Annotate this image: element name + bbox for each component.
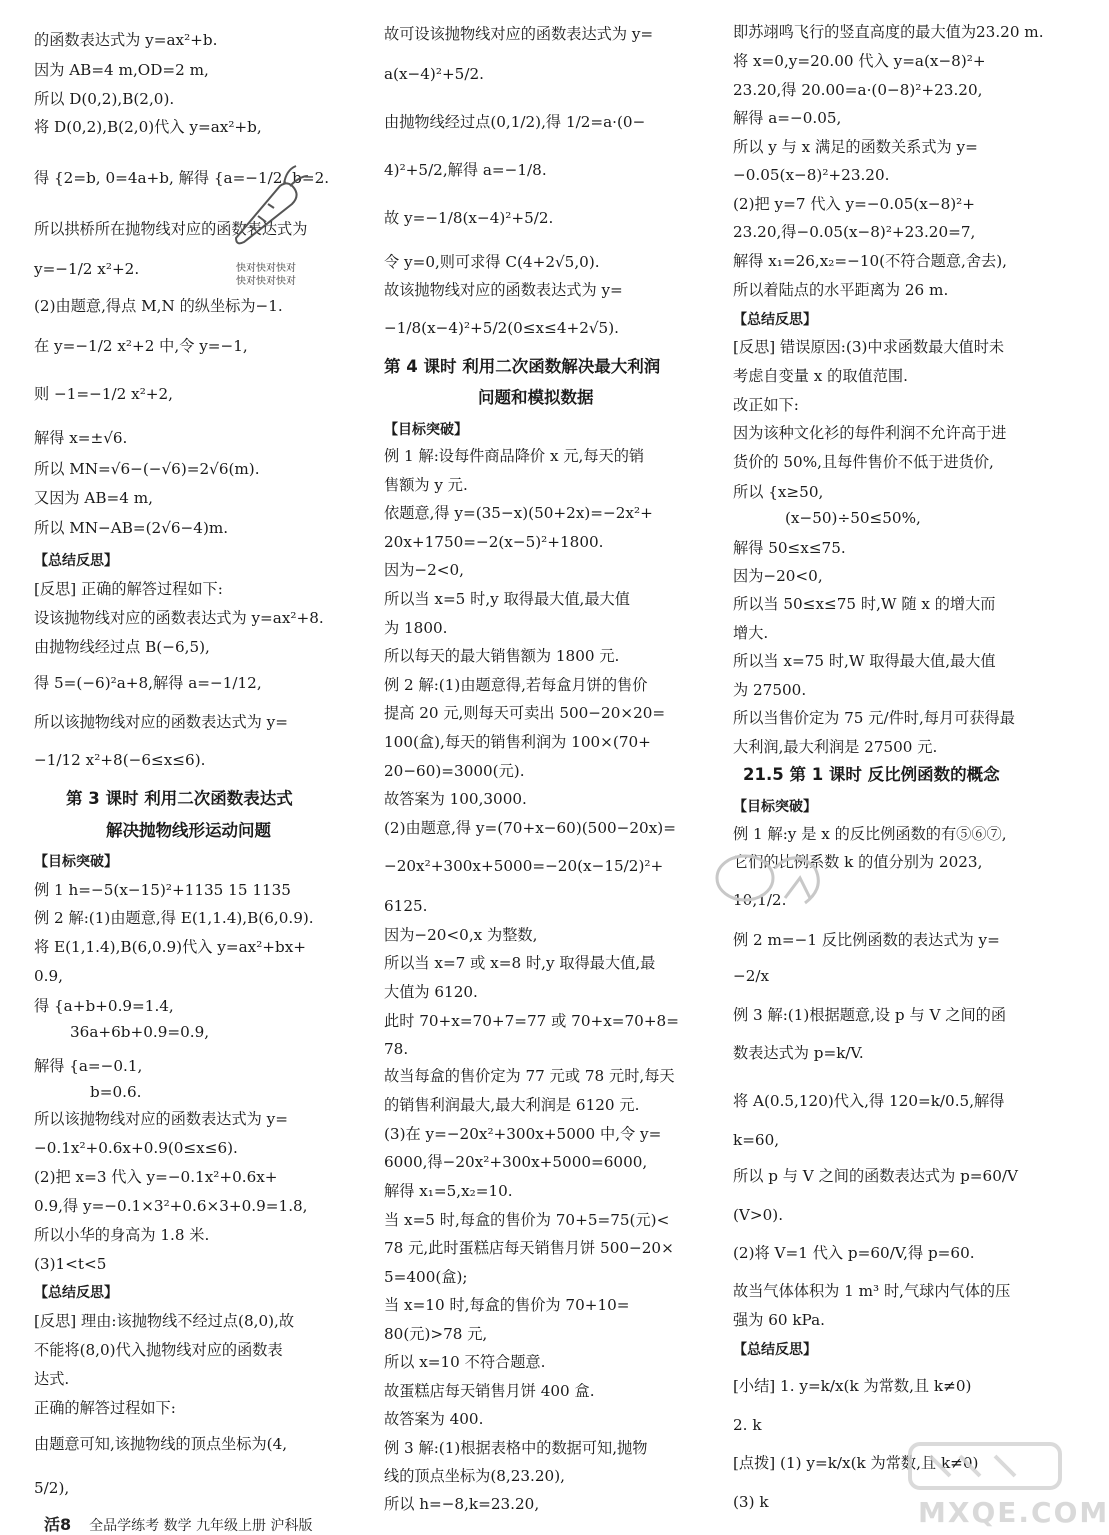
text-line: a(x−4)²+5/2.	[384, 65, 484, 83]
text-line: 所以当 50≤x≤75 时,W 随 x 的增大而	[733, 595, 996, 613]
text-line: (3) k	[733, 1493, 769, 1511]
text-line: (x−50)÷50≤50%,	[785, 509, 921, 527]
text-line: 得 {a+b+0.9=1.4,	[34, 997, 174, 1015]
text-line: 设该抛物线对应的函数表达式为 y=ax²+8.	[34, 609, 324, 627]
text-line: 78.	[384, 1040, 409, 1058]
text-line: 23.20,得 20.00=a·(0−8)²+23.20,	[733, 81, 983, 99]
text-line: 故当每盒的售价定为 77 元或 78 元时,每天	[384, 1067, 675, 1085]
lesson-title: 解决抛物线形运动问题	[106, 821, 271, 840]
text-line: 为 1800.	[384, 619, 448, 637]
text-line: 0.9,得 y=−0.1×3²+0.6×3+0.9=1.8,	[34, 1197, 308, 1215]
text-line: 所以 MN−AB=(2√6−4)m.	[34, 519, 229, 537]
text-line: 达式.	[34, 1370, 70, 1388]
text-line: 所以当 x=5 时,y 取得最大值,最大值	[384, 590, 630, 608]
text-line: 23.20,得−0.05(x−8)²+23.20=7,	[733, 223, 976, 241]
text-line: 的函数表达式为 y=ax²+b.	[34, 31, 218, 49]
text-line: 例 3 解:(1)根据表格中的数据可知,抛物	[384, 1439, 648, 1457]
text-line: 由题意可知,该抛物线的顶点坐标为(4,	[34, 1435, 288, 1453]
text-line: −0.1x²+0.6x+0.9(0≤x≤6).	[34, 1139, 238, 1157]
text-line: 大利润,最大利润是 27500 元.	[733, 738, 938, 756]
text-line: 所以 D(0,2),B(2,0).	[34, 90, 175, 108]
mascot-caption-line: 快对快对快对	[236, 276, 296, 287]
text-line: −1/12 x²+8(−6≤x≤6).	[34, 751, 206, 769]
text-line: 解得 a=−0.05,	[733, 109, 842, 127]
text-line: 将 E(1,1.4),B(6,0.9)代入 y=ax²+bx+	[34, 938, 307, 956]
lesson-title: 第 4 课时 利用二次函数解决最大利润	[384, 357, 661, 376]
text-line: (2)将 V=1 代入 p=60/V,得 p=60.	[733, 1244, 975, 1262]
text-line: 因为−2<0,	[384, 561, 464, 579]
page-number: 活8	[44, 1515, 72, 1534]
text-line: 所以 h=−8,k=23.20,	[384, 1495, 540, 1513]
text-line: 所以 y 与 x 满足的函数关系式为 y=	[733, 138, 978, 156]
text-line: 大值为 6120.	[384, 983, 478, 1001]
text-line: 80(元)>78 元,	[384, 1325, 488, 1343]
text-line: 令 y=0,则可求得 C(4+2√5,0).	[384, 253, 600, 271]
text-line: 解得 x=±√6.	[34, 429, 128, 447]
text-line: 例 2 解:(1)由题意得,若每盒月饼的售价	[384, 676, 648, 694]
text-line: 正确的解答过程如下:	[34, 1399, 176, 1417]
lesson-title: 第 3 课时 利用二次函数表达式	[66, 789, 293, 808]
text-line: 的销售利润最大,最大利润是 6120 元.	[384, 1096, 640, 1114]
text-line: 所以每天的最大销售额为 1800 元.	[384, 647, 620, 665]
text-line: 20x+1750=−2(x−5)²+1800.	[384, 533, 604, 551]
text-line: 又因为 AB=4 m,	[34, 489, 153, 507]
text-line: 解得 {a=−0.1,	[34, 1057, 143, 1075]
text-line: 故可设该抛物线对应的函数表达式为 y=	[384, 25, 654, 43]
text-line: [小结] 1. y=k/x(k 为常数,且 k≠0)	[733, 1377, 972, 1395]
text-line: 解得 x₁=5,x₂=10.	[384, 1182, 513, 1200]
text-line: (V>0).	[733, 1206, 784, 1224]
text-line: 改正如下:	[733, 396, 799, 414]
text-line: b=0.6.	[90, 1083, 142, 1101]
section-heading: 【总结反思】	[34, 553, 118, 569]
carrot-mascot-icon	[222, 160, 312, 250]
text-line: 将 D(0,2),B(2,0)代入 y=ax²+b,	[34, 118, 262, 136]
text-line: 解得 x₁=26,x₂=−10(不符合题意,舍去),	[733, 252, 1007, 270]
text-line: −2/x	[733, 967, 770, 985]
text-line: 所以小华的身高为 1.8 米.	[34, 1226, 210, 1244]
section-heading: 【总结反思】	[733, 312, 817, 328]
text-line: 例 1 解:设每件商品降价 x 元,每天的销	[384, 447, 645, 465]
section-heading: 【目标突破】	[733, 799, 817, 815]
text-line: [反思] 错误原因:(3)中求函数最大值时未	[733, 338, 1005, 356]
text-line: 依题意,得 y=(35−x)(50+2x)=−2x²+	[384, 504, 653, 522]
text-line: 故当气体体积为 1 m³ 时,气球内气体的压	[733, 1282, 1011, 1300]
text-line: 数表达式为 p=k/V.	[733, 1044, 864, 1062]
text-line: 所以 x=10 不符合题意.	[384, 1353, 546, 1371]
text-line: 故答案为 100,3000.	[384, 790, 527, 808]
text-line: −0.05(x−8)²+23.20.	[733, 166, 890, 184]
text-line: k=60,	[733, 1131, 780, 1149]
lesson-title: 问题和模拟数据	[478, 388, 594, 407]
text-line: [点拨] (1) y=k/x(k 为常数,且 k≠0)	[733, 1454, 979, 1472]
text-line: 所以当 x=75 时,W 取得最大值,最大值	[733, 652, 996, 670]
text-line: 6125.	[384, 897, 428, 915]
mascot-caption-line: 快对快对快对	[236, 263, 296, 274]
text-line: 所以该抛物线对应的函数表达式为 y=	[34, 1110, 288, 1128]
text-line: (3)1<t<5	[34, 1255, 107, 1273]
text-line: 则 −1=−1/2 x²+2,	[34, 385, 173, 403]
section-heading: 【总结反思】	[733, 1342, 817, 1358]
text-line: 当 x=5 时,每盒的售价为 70+5=75(元)<	[384, 1211, 670, 1229]
text-line: 将 A(0.5,120)代入,得 120=k/0.5,解得	[733, 1092, 1005, 1110]
text-line: 由抛物线经过点(0,1/2),得 1/2=a·(0−	[384, 113, 646, 131]
text-line: 所以当售价定为 75 元/件时,每月可获得最	[733, 709, 1015, 727]
text-line: (2)由题意,得点 M,N 的纵坐标为−1.	[34, 297, 283, 315]
text-line: 所以 p 与 V 之间的函数表达式为 p=60/V	[733, 1167, 1018, 1185]
text-line: 它们的比例系数 k 的值分别为 2023,	[733, 853, 983, 871]
text-line: [反思] 正确的解答过程如下:	[34, 580, 223, 598]
text-line: 10,1/2.	[733, 891, 787, 909]
page-footer	[44, 1512, 313, 1535]
text-line: 因为−20<0,	[733, 567, 823, 585]
text-line: 解得 50≤x≤75.	[733, 539, 846, 557]
mascot-caption	[236, 262, 296, 288]
watermark-text: MXQE.COM	[918, 1496, 1109, 1529]
text-line: 例 3 解:(1)根据题意,设 p 与 V 之间的函	[733, 1006, 1007, 1024]
text-line: 货价的 50%,且每件售价不低于进货价,	[733, 453, 994, 471]
text-line: [反思] 理由:该抛物线不经过点(8,0),故	[34, 1312, 295, 1330]
text-line: 此时 70+x=70+7=77 或 70+x=70+8=	[384, 1012, 679, 1030]
text-line: y=−1/2 x²+2.	[34, 260, 140, 278]
text-line: 故 y=−1/8(x−4)²+5/2.	[384, 209, 554, 227]
book-title: 全品学练考 数学 九年级上册 沪科版	[89, 1518, 313, 1534]
text-line: 故答案为 400.	[384, 1410, 484, 1428]
text-line: 因为 AB=4 m,OD=2 m,	[34, 61, 209, 79]
text-line: 0.9,	[34, 967, 63, 985]
text-line: 得 5=(−6)²a+8,解得 a=−1/12,	[34, 674, 262, 692]
text-line: 例 2 m=−1 反比例函数的表达式为 y=	[733, 931, 1000, 949]
lesson-title: 21.5 第 1 课时 反比例函数的概念	[743, 765, 1000, 784]
text-line: 即苏翊鸣飞行的竖直高度的最大值为23.20 m.	[733, 23, 1044, 41]
text-line: 例 1 解:y 是 x 的反比例函数的有⑤⑥⑦,	[733, 825, 1007, 843]
text-line: 2. k	[733, 1416, 762, 1434]
text-line: 在 y=−1/2 x²+2 中,令 y=−1,	[34, 337, 248, 355]
text-line: 售额为 y 元.	[384, 476, 468, 494]
text-line: 5/2),	[34, 1479, 70, 1497]
text-line: (2)把 x=3 代入 y=−0.1x²+0.6x+	[34, 1168, 278, 1186]
text-line: 提高 20 元,则每天可卖出 500−20×20=	[384, 704, 666, 722]
text-line: 故蛋糕店每天销售月饼 400 盒.	[384, 1382, 595, 1400]
text-line: 例 2 解:(1)由题意,得 E(1,1.4),B(6,0.9).	[34, 909, 314, 927]
text-line: 所以 {x≥50,	[733, 483, 824, 501]
text-line: (2)由题意,得 y=(70+x−60)(500−20x)=	[384, 819, 676, 837]
text-line: −20x²+300x+5000=−20(x−15/2)²+	[384, 857, 664, 875]
text-line: 将 x=0,y=20.00 代入 y=a(x−8)²+	[733, 52, 986, 70]
text-line: 强为 60 kPa.	[733, 1311, 825, 1329]
text-line: 所以着陆点的水平距离为 26 m.	[733, 281, 949, 299]
text-line: 因为该种文化衫的每件利润不允许高于进	[733, 424, 1007, 442]
text-line: 线的顶点坐标为(8,23.20),	[384, 1467, 565, 1485]
text-line: 100(盒),每天的销售利润为 100×(70+	[384, 733, 651, 751]
text-line: −1/8(x−4)²+5/2(0≤x≤4+2√5).	[384, 319, 619, 337]
text-line: 当 x=10 时,每盒的售价为 70+10=	[384, 1296, 630, 1314]
text-line: 例 1 h=−5(x−15)²+1135 15 1135	[34, 881, 291, 899]
section-heading: 【总结反思】	[34, 1285, 118, 1301]
text-line: 为 27500.	[733, 681, 807, 699]
stamp-logo-icon	[705, 828, 845, 928]
text-line: 所以 MN=√6−(−√6)=2√6(m).	[34, 460, 260, 478]
text-line: 因为−20<0,x 为整数,	[384, 926, 538, 944]
text-line: 所以该抛物线对应的函数表达式为 y=	[34, 713, 288, 731]
text-line: 78 元,此时蛋糕店每天销售月饼 500−20×	[384, 1239, 674, 1257]
text-line: 所以拱桥所在抛物线对应的函数表达式为	[34, 220, 308, 238]
text-line: 故该抛物线对应的函数表达式为 y=	[384, 281, 623, 299]
section-heading: 【目标突破】	[384, 422, 468, 438]
section-heading: 【目标突破】	[34, 854, 118, 870]
text-line: 所以当 x=7 或 x=8 时,y 取得最大值,最	[384, 954, 656, 972]
text-line: 5=400(盒);	[384, 1268, 468, 1286]
text-line: 20−60)=3000(元).	[384, 762, 525, 780]
text-line: 得 {2=b, 0=4a+b, 解得 {a=−1/2, b=2.	[34, 169, 330, 187]
text-line: 不能将(8,0)代入抛物线对应的函数表	[34, 1341, 283, 1359]
text-line: 由抛物线经过点 B(−6,5),	[34, 638, 210, 656]
text-line: 增大.	[733, 624, 769, 642]
text-line: 6000,得−20x²+300x+5000=6000,	[384, 1153, 648, 1171]
text-line: 考虑自变量 x 的取值范围.	[733, 367, 908, 385]
text-line: 36a+6b+0.9=0.9,	[70, 1023, 210, 1041]
text-line: 4)²+5/2,解得 a=−1/8.	[384, 161, 547, 179]
text-line: (2)把 y=7 代入 y=−0.05(x−8)²+	[733, 195, 975, 213]
text-line: (3)在 y=−20x²+300x+5000 中,令 y=	[384, 1125, 662, 1143]
